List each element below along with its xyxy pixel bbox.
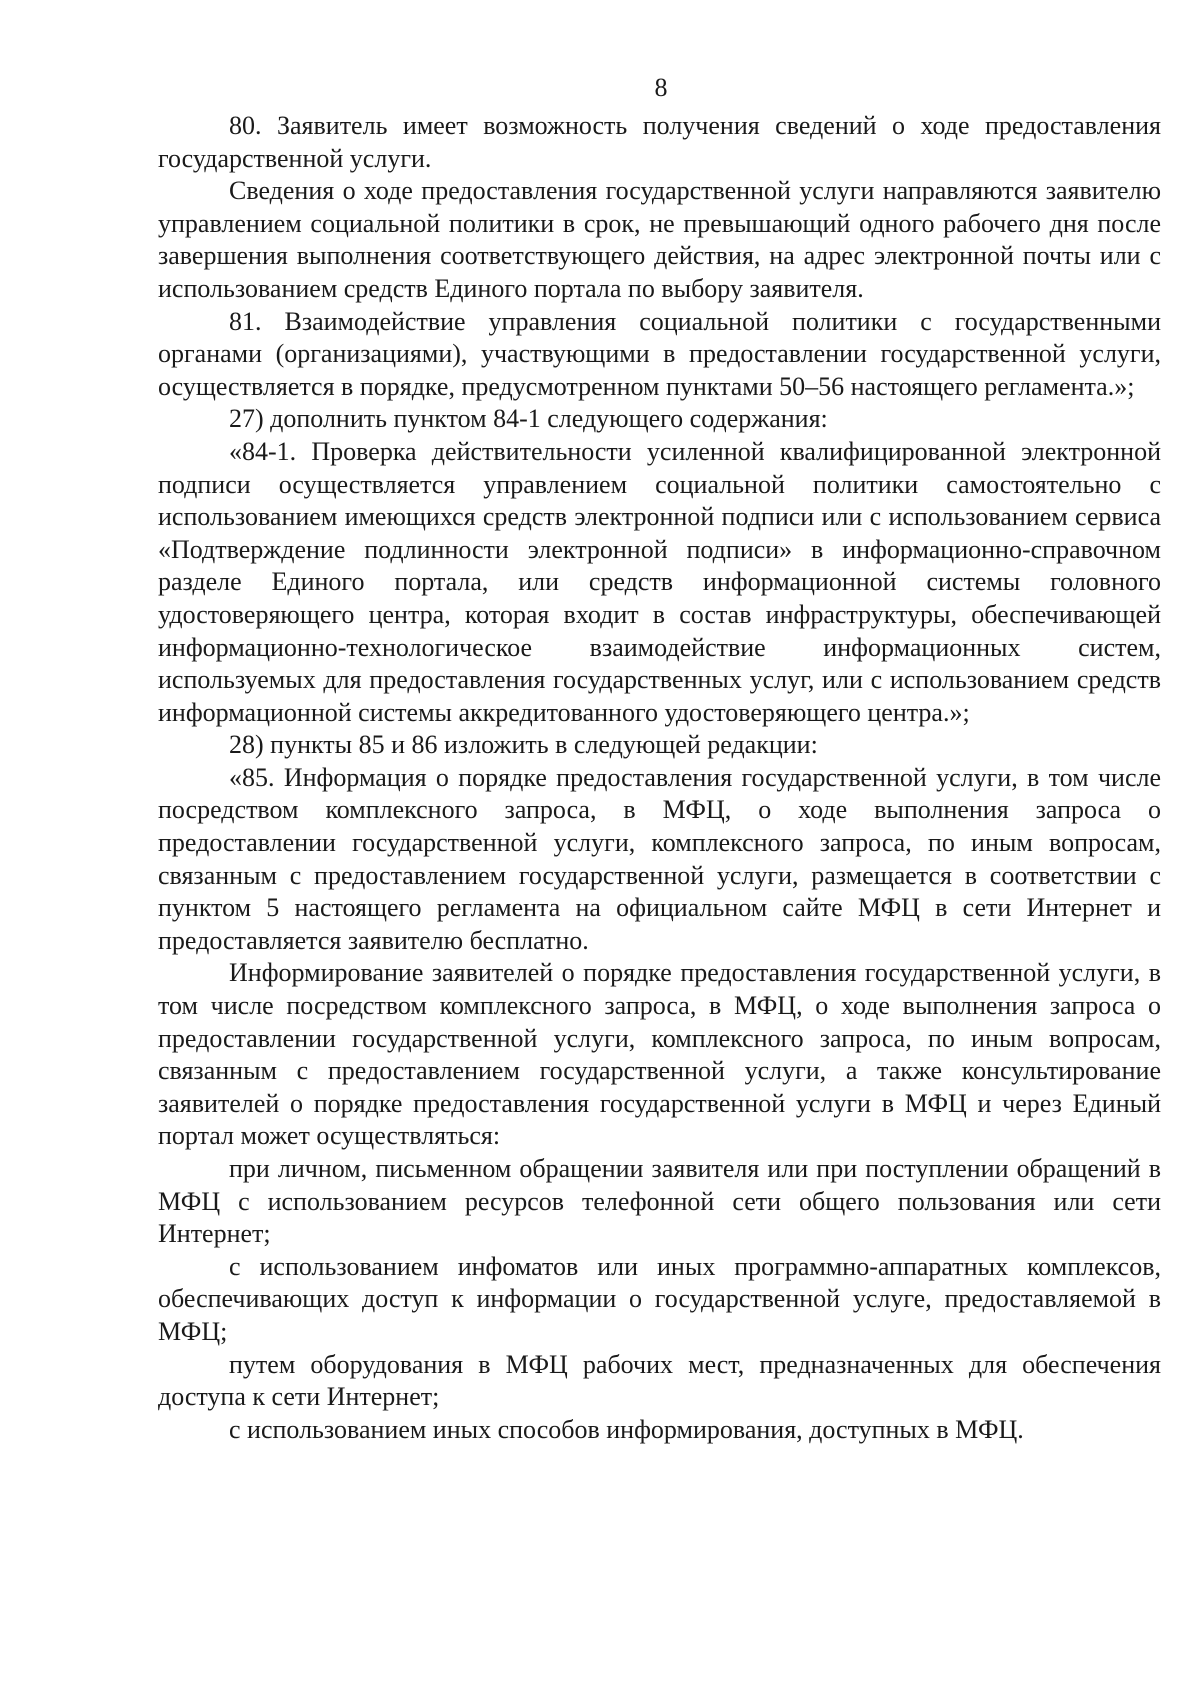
page-number: 8 (654, 73, 668, 102)
paragraph-81: 81. Взаимодействие управления социальной политики с государственными органами (организациями), участвующими в предоставлении государственной услуги, осуществляется в порядке, предусмотренном пунктами 50–56 настоящего регламента.»; (158, 306, 1161, 401)
informing-method-personal: при личном, письменном обращении заявителя или при поступлении обращений в МФЦ с использованием ресурсов телефонной сети общего пользования или сети Интернет; (158, 1154, 1161, 1249)
informing-method-workplaces: путем оборудования в МФЦ рабочих мест, предназначенных для обеспечения доступа к сети Интернет; (158, 1349, 1161, 1412)
informing-method-infomats: с использованием инфоматов или иных программно-аппаратных комплексов, обеспечивающих доступ к информации о государственной услуге, предоставляемой в МФЦ; (158, 1251, 1161, 1346)
amendment-27: 27) дополнить пунктом 84-1 следующего содержания: (229, 404, 828, 434)
paragraph-80-details: Сведения о ходе предоставления государственной услуги направляются заявителю управлением социальной политики в срок, не превышающий одного рабочего дня после завершения выполнения соответствующего действия, на адрес электронной почты или с использованием средств Единого портала по выбору заявителя. (158, 176, 1161, 303)
paragraph-84-1: «84-1. Проверка действительности усиленной квалифицированной электронной подписи осуществляется управлением социальной политики самостоятельно с использованием имеющихся средств электронной подписи или с использованием сервиса «Подтверждение подлинности электронной подписи» в информационно-справочном разделе Единого портала, или средств информационной системы головного удостоверяющего центра, которая входит в состав инфраструктуры, обеспечивающей информационно-технологическое взаимодействие информационных систем, используемых для предоставления государственных услуг, или с использованием средств информационной системы аккредитованного удостоверяющего центра.»; (158, 436, 1161, 727)
paragraph-80: 80. Заявитель имеет возможность получения сведений о ходе предоставления государственной услуги. (158, 111, 1161, 173)
amendment-28: 28) пункты 85 и 86 изложить в следующей редакции: (229, 730, 818, 760)
informing-method-other: с использованием иных способов информирования, доступных в МФЦ. (229, 1414, 1024, 1444)
paragraph-85-informing: Информирование заявителей о порядке предоставления государственной услуги, в том числе посредством комплексного запроса, в МФЦ, о ходе выполнения запроса о предоставлении государственной услуги, комплексного запроса, по иным вопросам, связанным с предоставлением государственной услуги, а также консультирование заявителей о порядке предоставления государственной услуги в МФЦ и через Единый портал может осуществляться: (158, 958, 1161, 1151)
paragraph-85: «85. Информация о порядке предоставления государственной услуги, в том числе посредством комплексного запроса, в МФЦ, о ходе выполнения запроса о предоставлении государственной услуги, комплексного запроса, по иным вопросам, связанным с предоставлением государственной услуги, размещается в соответствии с пунктом 5 настоящего регламента на официальном сайте МФЦ в сети Интернет и предоставляется заявителю бесплатно. (158, 762, 1161, 955)
document-body (158, 110, 1161, 1446)
